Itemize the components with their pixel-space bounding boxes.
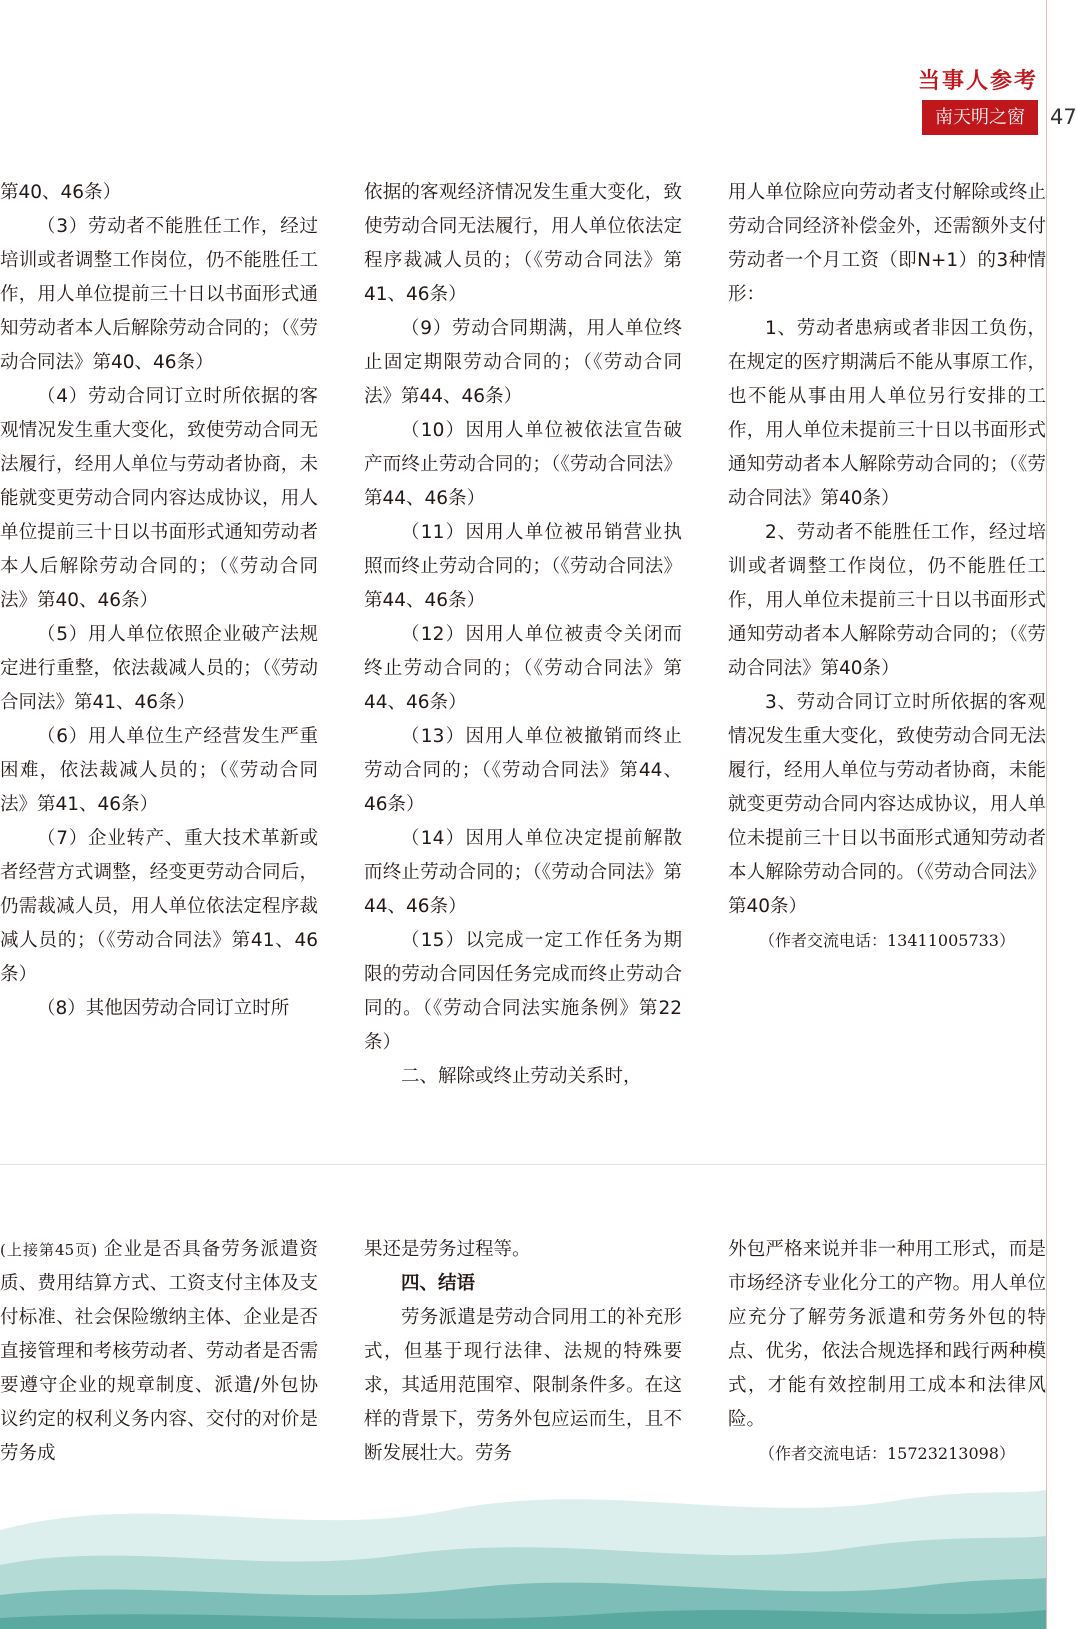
paragraph: （14）因用人单位决定提前解散而终止劳动合同的；（《劳动合同法》第44、46条） [364,828,682,917]
paragraph: 2、劳动者不能胜任工作，经过培训或者调整工作岗位，仍不能胜任工作，用人单位未提前三十日以书面形式通知劳动者本人解除劳动合同的；（《劳动合同法》第40条） [728,522,1046,679]
paragraph-text: 企业是否具备劳务派遣资质、费用结算方式、工资支付主体及支付标准、社会保险缴纳主体、企业是否直接管理和考核劳动者、劳动者是否需要遵守企业的规章制度、派遣/外包协议约定的权利义务内容、交付的对价是劳务成 [0,1239,318,1464]
paragraph: （5）用人单位依照企业破产法规定进行重整，依法裁减人员的；（《劳动合同法》第41、46条） [0,624,318,713]
paragraph: 用人单位除应向劳动者支付解除或终止劳动合同经济补偿金外，还需额外支付劳动者一个月工资（即N+1）的3种情形： [728,182,1046,305]
page-number: 47 [1050,105,1077,129]
article-divider [0,1164,1046,1165]
paragraph: （7）企业转产、重大技术革新或者经营方式调整，经变更劳动合同后，仍需裁减人员，用人单位依法定程序裁减人员的；（《劳动合同法》第41、46条） [0,828,318,985]
paragraph: （13）因用人单位被撤销而终止劳动合同的；（《劳动合同法》第44、46条） [364,726,682,815]
top-article-column-3 [728,176,1046,958]
paragraph: 3、劳动合同订立时所依据的客观情况发生重大变化，致使劳动合同无法履行，经用人单位与劳动者协商，未能就变更劳动合同内容达成协议，用人单位未提前三十日以书面形式通知劳动者本人解除劳动合同的。（《劳动合同法》第40条） [728,692,1046,917]
paragraph: （3）劳动者不能胜任工作，经过培训或者调整工作岗位，仍不能胜任工作，用人单位提前三十日以书面形式通知劳动者本人后解除劳动合同的；（《劳动合同法》第40、46条） [0,216,318,373]
paragraph: 二、解除或终止劳动关系时， [401,1066,642,1087]
continued-from-marker: (上接第45页) [0,1241,98,1259]
section-heading: 四、结语 [401,1273,476,1294]
paragraph: （10）因用人单位被依法宣告破产而终止劳动合同的；（《劳动合同法》第44、46条） [364,420,682,509]
paragraph: 外包严格来说并非一种用工形式，而是市场经济专业化分工的产物。用人单位应充分了解劳务派遣和劳务外包的特点、优劣，依法合规选择和践行两种模式，才能有效控制用工成本和法律风险。 [728,1239,1046,1430]
paragraph: （6）用人单位生产经营发生严重困难，依法裁减人员的；（《劳动合同法》第41、46条） [0,726,318,815]
author-contact: （作者交流电话：15723213098） [759,1444,1015,1463]
paragraph: 果还是劳务过程等。 [364,1239,531,1260]
paragraph: （11）因用人单位被吊销营业执照而终止劳动合同的；（《劳动合同法》第44、46条） [364,522,682,611]
bottom-article-column-2 [364,1233,682,1471]
right-margin-line [1046,0,1047,1629]
paragraph: 劳务派遣是劳动合同用工的补充形式，但基于现行法律、法规的特殊要求，其适用范围窄、限制条件多。在这样的背景下，劳务外包应运而生，且不断发展壮大。劳务 [364,1307,682,1464]
paragraph: 1、劳动者患病或者非因工负伤，在规定的医疗期满后不能从事原工作，也不能从事由用人单位另行安排的工作，用人单位未提前三十日以书面形式通知劳动者本人解除劳动合同的；（《劳动合同法》第40条） [728,318,1046,509]
author-contact: （作者交流电话：13411005733） [759,931,1015,950]
paragraph: （15）以完成一定工作任务为期限的劳动合同因任务完成而终止劳动合同的。（《劳动合同法实施条例》第22条） [364,930,682,1053]
paragraph: （9）劳动合同期满，用人单位终止固定期限劳动合同的；（《劳动合同法》第44、46条） [364,318,682,407]
column-name-badge: 南天明之窗 [922,100,1038,135]
top-article-column-2 [364,176,682,1094]
bottom-article-column-3 [728,1233,1046,1471]
paragraph: （8）其他因劳动合同订立时所 [37,998,290,1019]
paragraph: （12）因用人单位被责令关闭而终止劳动合同的；（《劳动合同法》第44、46条） [364,624,682,713]
bottom-article-column-1 [0,1233,318,1471]
section-title: 当事人参考 [918,69,1039,94]
paragraph: （4）劳动合同订立时所依据的客观情况发生重大变化，致使劳动合同无法履行，经用人单位与劳动者协商，未能就变更劳动合同内容达成协议，用人单位提前三十日以书面形式通知劳动者本人后解除劳动合同的；（《劳动合同法》第40、46条） [0,386,318,611]
paragraph: 第40、46条） [0,182,122,203]
paragraph: 依据的客观经济情况发生重大变化，致使劳动合同无法履行，用人单位依法定程序裁减人员的；（《劳动合同法》第41、46条） [364,182,682,305]
paragraph [0,1233,318,1471]
top-article-column-1 [0,176,318,1026]
decorative-wave-illustration [0,1470,1046,1629]
